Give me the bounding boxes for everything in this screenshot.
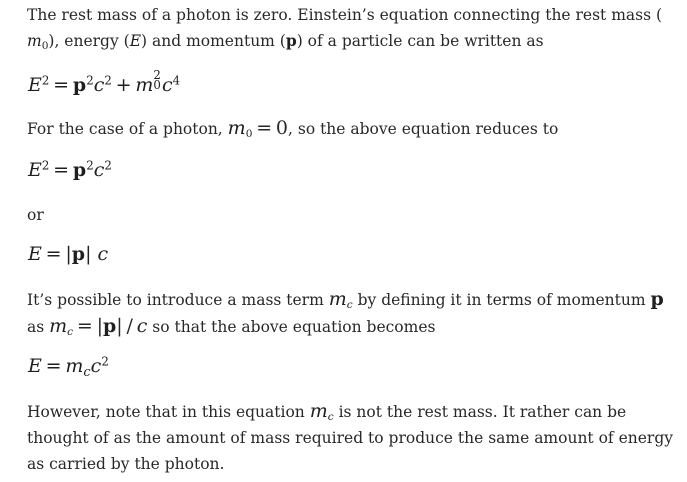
symbol-bar-right: |: [116, 315, 123, 337]
intro-line-2: [27, 28, 667, 54]
eq1-E-exp: 2: [41, 73, 50, 88]
mass-term-line-1: [27, 286, 667, 313]
equation-mass-energy: [28, 354, 109, 380]
note-text-a: However, note that in this equation: [27, 403, 305, 421]
subscript-c-3: c: [327, 411, 334, 424]
eq1-p-exp: 2: [86, 73, 94, 88]
eq4-E: E: [28, 355, 42, 377]
paragraph-mass-term: [27, 286, 667, 340]
symbol-equals: =: [256, 117, 273, 139]
eq1-equals: =: [53, 74, 70, 96]
mass-term-text-c: as: [27, 318, 45, 336]
paragraph-intro: [27, 2, 667, 54]
eq3-p: p: [71, 243, 86, 265]
mass-term-text-d: so that the above equation becomes: [152, 318, 436, 336]
note-line-1: [27, 398, 667, 425]
eq1-m-scripts: [153, 67, 162, 93]
mass-term-text-b: by defining it in terms of momentum: [357, 291, 646, 309]
subscript-c: c: [346, 299, 353, 312]
eq4-m: m: [65, 355, 84, 377]
symbol-bar-left: |: [96, 315, 103, 337]
text-or: or: [27, 206, 44, 224]
mass-term-line-2: [27, 313, 667, 340]
symbol-mc: m: [328, 288, 347, 310]
eq2-c-exp: 2: [104, 158, 112, 173]
equation-photon-energy: [28, 243, 108, 265]
eq1-m-sub: 0: [153, 78, 161, 93]
eq1-c-exp: 2: [104, 73, 112, 88]
note-text-b: is not the rest mass. It rather can be: [338, 403, 627, 421]
symbol-p: p: [285, 31, 297, 50]
eq2-p-exp: 2: [86, 158, 94, 173]
symbol-E: E: [129, 32, 142, 50]
symbol-equals-2: =: [76, 315, 93, 337]
eq4-c: c: [90, 355, 102, 377]
symbol-c: c: [136, 315, 148, 337]
intro-text-a: ), energy (: [48, 32, 130, 50]
eq3-c: c: [97, 243, 109, 265]
eq4-equals: =: [45, 355, 62, 377]
eq4-c-exp: 2: [101, 354, 109, 369]
symbol-m: m: [27, 32, 42, 50]
intro-text-c: ) of a particle can be written as: [296, 32, 544, 50]
eq2-p: p: [72, 159, 87, 181]
eq1-c2-exp: 4: [172, 73, 181, 88]
intro-line-1: The rest mass of a photon is zero. Einstein’s equation connecting the rest mass (: [27, 6, 663, 24]
equation-photon-energy-squared: [28, 159, 112, 181]
eq2-equals: =: [53, 159, 70, 181]
photon-case-text-a: For the case of a photon,: [27, 120, 223, 138]
mass-term-text-a: It’s possible to introduce a mass term: [27, 291, 324, 309]
note-line-2: thought of as the amount of mass required to produce the same amount of energy: [27, 429, 673, 447]
symbol-mc-2: m: [49, 315, 68, 337]
eq1-p: p: [72, 74, 87, 96]
symbol-p-bold: p: [650, 288, 664, 310]
eq2-E: E: [28, 159, 42, 181]
eq1-c: c: [93, 74, 105, 96]
eq1-m: m: [135, 74, 154, 96]
photon-case-text-b: , so the above equation reduces to: [288, 120, 559, 138]
eq2-c: c: [93, 159, 105, 181]
eq1-E: E: [28, 74, 42, 96]
symbol-p-2: p: [103, 315, 117, 337]
subscript-0-b: 0: [245, 128, 253, 141]
eq1-plus: +: [115, 74, 132, 96]
subscript-c-2: c: [67, 326, 74, 339]
intro-text-b: ) and momentum (: [141, 32, 286, 50]
equation-energy-momentum: [28, 67, 181, 96]
eq3-bar-right: |: [85, 243, 92, 265]
eq1-m-exp: 2: [153, 67, 161, 82]
eq1-c2: c: [161, 74, 173, 96]
paragraph-photon-case: [27, 115, 667, 142]
symbol-slash: /: [126, 315, 133, 337]
paragraph-note: [27, 398, 673, 477]
eq3-E: E: [28, 243, 42, 265]
eq3-bar-left: |: [65, 243, 72, 265]
symbol-m0: m: [227, 117, 246, 139]
symbol-mc-3: m: [309, 400, 328, 422]
eq3-equals: =: [45, 243, 62, 265]
subscript-0: 0: [41, 40, 49, 53]
eq2-E-exp: 2: [41, 158, 50, 173]
note-line-3: as carried by the photon.: [27, 455, 225, 473]
symbol-zero: 0: [275, 117, 289, 139]
eq4-m-sub: c: [83, 364, 91, 380]
